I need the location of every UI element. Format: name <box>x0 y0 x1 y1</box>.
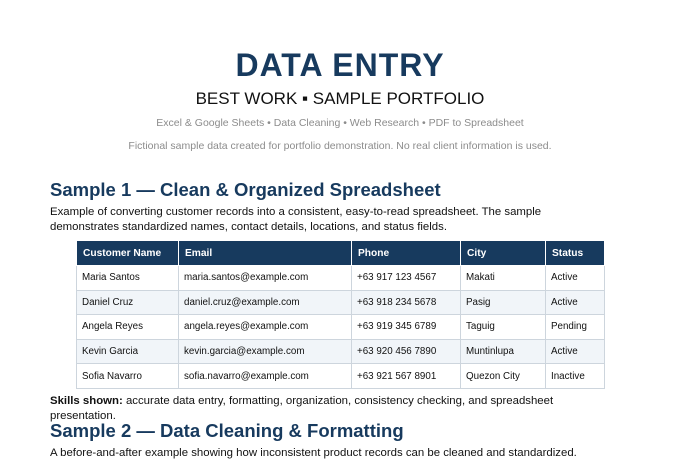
column-header: Email <box>179 241 352 266</box>
sample1-description: Example of converting customer records into a consistent, easy-to-read spreadsheet. The sample demonstrates standardized names, contact details, locations, and status fields. <box>50 206 542 233</box>
skills-label: Skills shown: <box>50 395 123 407</box>
table-cell: Pasig <box>461 290 546 315</box>
column-header: Customer Name <box>77 241 179 266</box>
table-cell: +63 917 123 4567 <box>352 266 461 291</box>
sample1-heading: Sample 1 — Clean & Organized Spreadsheet <box>50 179 441 200</box>
table-cell: Daniel Cruz <box>77 290 179 315</box>
table-cell: Muntinlupa <box>461 339 546 364</box>
column-header: Status <box>546 241 605 266</box>
table-row <box>77 339 605 364</box>
table-cell: Quezon City <box>461 364 546 389</box>
disclaimer-note: Fictional sample data created for portfolio demonstration. No real client information is used. <box>128 140 552 152</box>
table-cell: Active <box>546 266 605 291</box>
table-cell: Maria Santos <box>77 266 179 291</box>
table-cell: +63 921 567 8901 <box>352 364 461 389</box>
table-cell: Active <box>546 339 605 364</box>
table-cell: Pending <box>546 315 605 340</box>
table-row <box>77 315 605 340</box>
table-cell: Kevin Garcia <box>77 339 179 364</box>
table-cell: daniel.cruz@example.com <box>179 290 352 315</box>
table-cell: angela.reyes@example.com <box>179 315 352 340</box>
table-cell: +63 920 456 7890 <box>352 339 461 364</box>
table-cell: +63 919 345 6789 <box>352 315 461 340</box>
table-row <box>77 266 605 291</box>
table-cell: Sofia Navarro <box>77 364 179 389</box>
table-row <box>77 290 605 315</box>
table-cell: Inactive <box>546 364 605 389</box>
table-header-row <box>77 241 605 266</box>
page-title: DATA ENTRY <box>235 47 445 83</box>
skills-text: accurate data entry, formatting, organization, consistency checking, and spreadsheet presentation. <box>50 395 554 422</box>
sample2-description: A before-and-after example showing how inconsistent product records can be cleaned and standardized. <box>50 447 577 459</box>
column-header: City <box>461 241 546 266</box>
page-subtitle: BEST WORK ▪ SAMPLE PORTFOLIO <box>195 89 485 108</box>
table-cell: Makati <box>461 266 546 291</box>
table-cell: maria.santos@example.com <box>179 266 352 291</box>
table-cell: +63 918 234 5678 <box>352 290 461 315</box>
table-cell: Angela Reyes <box>77 315 179 340</box>
table-cell: Active <box>546 290 605 315</box>
column-header: Phone <box>352 241 461 266</box>
table-cell: sofia.navarro@example.com <box>179 364 352 389</box>
table-row <box>77 364 605 389</box>
table-cell: kevin.garcia@example.com <box>179 339 352 364</box>
services-line: Excel & Google Sheets • Data Cleaning • Web Research • PDF to Spreadsheet <box>156 117 524 129</box>
table-cell: Taguig <box>461 315 546 340</box>
sample2-heading: Sample 2 — Data Cleaning & Formatting <box>50 420 404 441</box>
customer-table <box>76 240 605 389</box>
